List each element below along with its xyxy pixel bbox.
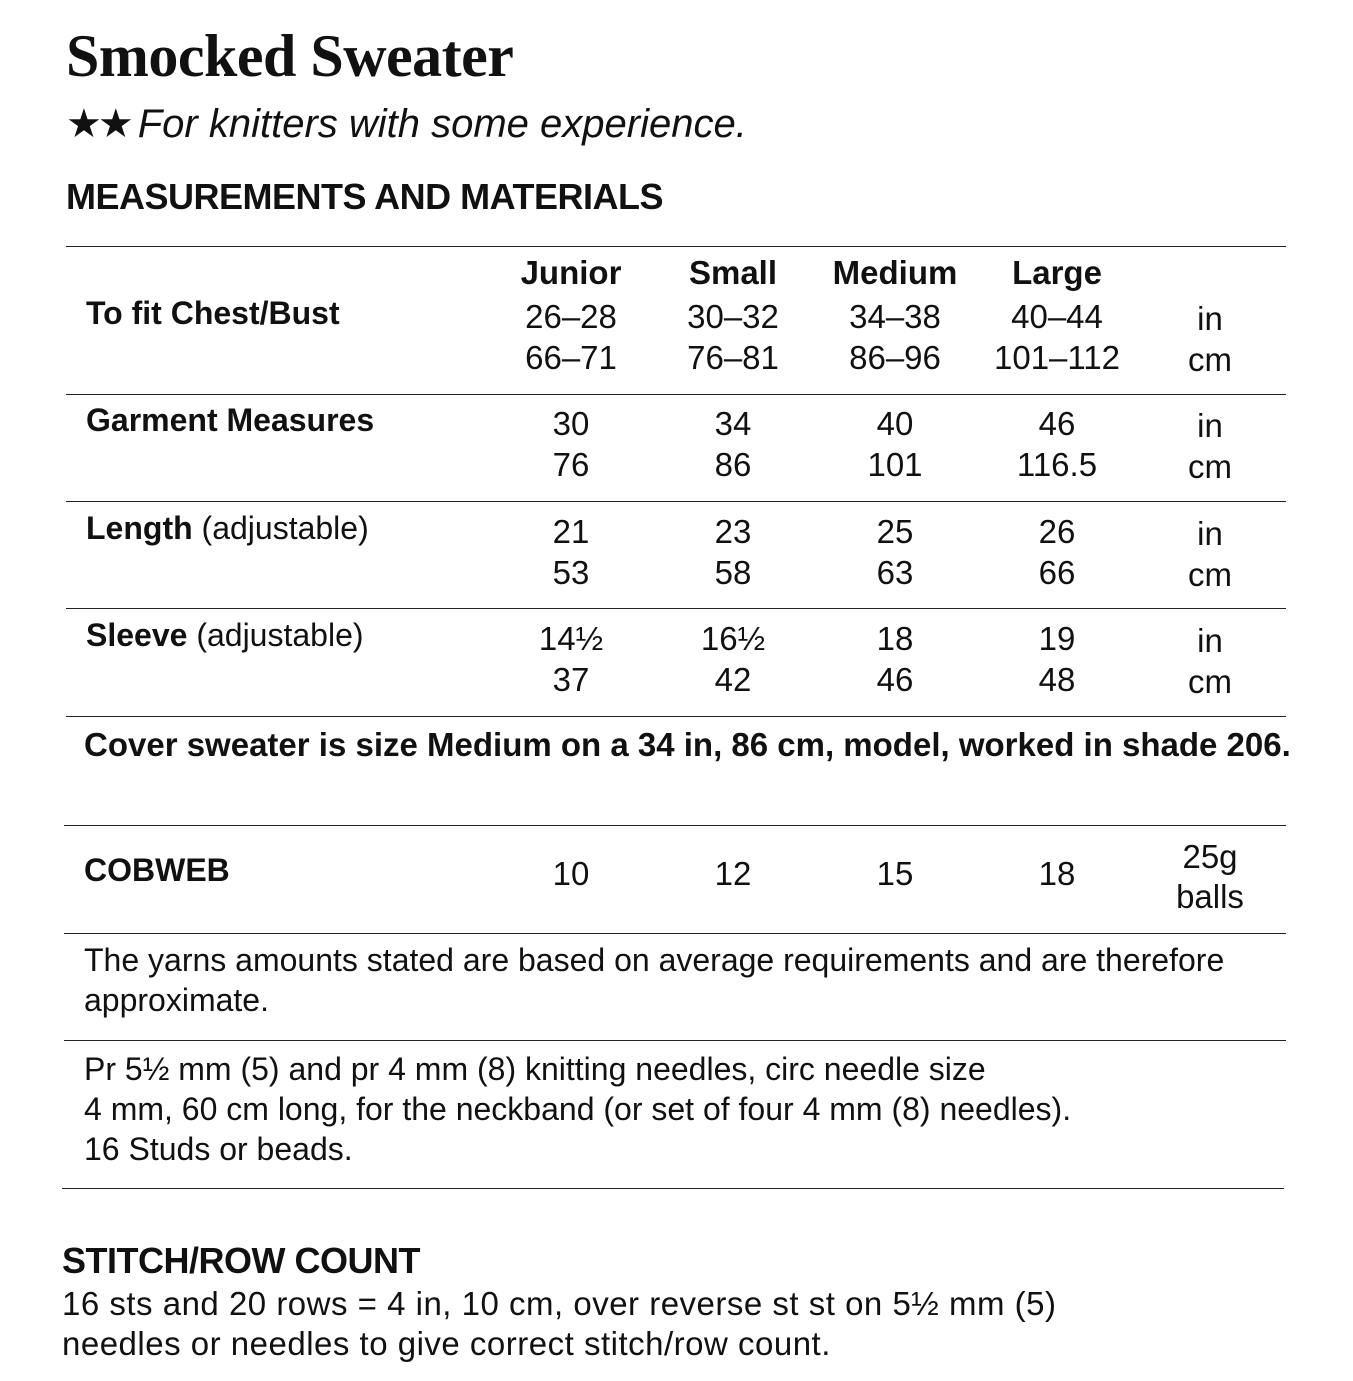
needles-line-1: Pr 5½ mm (5) and pr 4 mm (8) knitting needles, circ needle size: [84, 1051, 986, 1087]
row-label: Length (adjustable): [86, 510, 369, 546]
row-value-cm: 53: [552, 554, 590, 591]
unit-cm: cm: [1188, 341, 1232, 378]
row-value-cm: 101–112: [993, 339, 1121, 376]
row-value-in: 46: [1038, 405, 1076, 442]
divider: [66, 608, 1286, 609]
unit-cm: cm: [1188, 556, 1232, 593]
row-value-cm: 86–96: [849, 339, 941, 376]
yarn-value: 15: [876, 855, 914, 892]
row-value-cm: 63: [876, 554, 914, 591]
size-header-junior: Junior: [520, 254, 622, 291]
row-value-in: 34–38: [849, 298, 941, 335]
divider: [66, 716, 1286, 717]
divider: [66, 246, 1286, 247]
size-header-medium: Medium: [832, 254, 958, 291]
difficulty-text: For knitters with some experience.: [137, 102, 747, 146]
yarn-label: COBWEB: [84, 852, 230, 888]
divider: [64, 1040, 1286, 1041]
stitch-line-2: needles or needles to give correct stitch/row count.: [62, 1325, 831, 1362]
yarn-value: 12: [714, 855, 752, 892]
row-label: Sleeve (adjustable): [86, 617, 364, 653]
unit-in: in: [1197, 515, 1223, 552]
page-title: Smocked Sweater: [66, 23, 514, 89]
row-label: To fit Chest/Bust: [86, 295, 340, 331]
row-value-cm: 101: [867, 446, 923, 483]
yarn-note: The yarns amounts stated are based on average requirements and are therefore approximate.: [84, 942, 1225, 1018]
row-value-in: 30–32: [687, 298, 779, 335]
row-value-cm: 37: [552, 661, 590, 698]
row-value-in: 40–44: [1011, 298, 1103, 335]
divider: [64, 933, 1286, 934]
needles-line-3: 16 Studs or beads.: [84, 1131, 353, 1167]
unit-in: in: [1197, 300, 1223, 337]
measurements-heading: MEASUREMENTS AND MATERIALS: [66, 176, 663, 217]
row-value-cm: 76: [552, 446, 590, 483]
stitch-heading: STITCH/ROW COUNT: [62, 1240, 420, 1281]
row-value-cm: 42: [714, 661, 752, 698]
row-value-in: 40: [876, 405, 914, 442]
row-value-in: 30: [552, 405, 590, 442]
row-value-cm: 116.5: [1016, 446, 1098, 483]
cover-note: Cover sweater is size Medium on a 34 in, 86 cm, model, worked in shade 206.: [84, 726, 1291, 763]
yarn-unit-balls: balls: [1176, 878, 1244, 915]
row-value-cm: 86: [714, 446, 752, 483]
row-value-in: 19: [1038, 620, 1076, 657]
row-value-in: 34: [714, 405, 752, 442]
size-header-small: Small: [688, 254, 778, 291]
unit-cm: cm: [1188, 663, 1232, 700]
row-value-in: 26: [1038, 513, 1076, 550]
row-value-cm: 66: [1038, 554, 1076, 591]
yarn-unit-weight: 25g: [1182, 838, 1238, 875]
divider: [64, 825, 1286, 826]
needles-line-2: 4 mm, 60 cm long, for the neckband (or set of four 4 mm (8) needles).: [84, 1091, 1072, 1127]
divider: [66, 394, 1286, 395]
row-value-in: 21: [552, 513, 590, 550]
unit-cm: cm: [1188, 448, 1232, 485]
row-value-in: 16½: [700, 620, 766, 657]
size-header-large: Large: [1012, 254, 1102, 291]
unit-in: in: [1197, 407, 1223, 444]
row-value-in: 23: [714, 513, 752, 550]
difficulty-note: [66, 101, 747, 147]
row-value-in: 14½: [538, 620, 604, 657]
difficulty-stars: ★★: [66, 102, 130, 146]
row-value-in: 26–28: [525, 298, 617, 335]
row-value-cm: 58: [714, 554, 752, 591]
stitch-line-1: 16 sts and 20 rows = 4 in, 10 cm, over reverse st st on 5½ mm (5): [62, 1285, 1057, 1322]
row-value-cm: 46: [876, 661, 914, 698]
row-value-cm: 48: [1038, 661, 1076, 698]
row-value-cm: 66–71: [525, 339, 617, 376]
yarn-value: 10: [552, 855, 590, 892]
unit-in: in: [1197, 622, 1223, 659]
row-value-in: 18: [876, 620, 914, 657]
row-value-in: 25: [876, 513, 914, 550]
row-label: Garment Measures: [86, 402, 375, 438]
divider: [66, 501, 1286, 502]
divider: [62, 1188, 1284, 1189]
yarn-value: 18: [1038, 855, 1076, 892]
row-value-cm: 76–81: [687, 339, 779, 376]
